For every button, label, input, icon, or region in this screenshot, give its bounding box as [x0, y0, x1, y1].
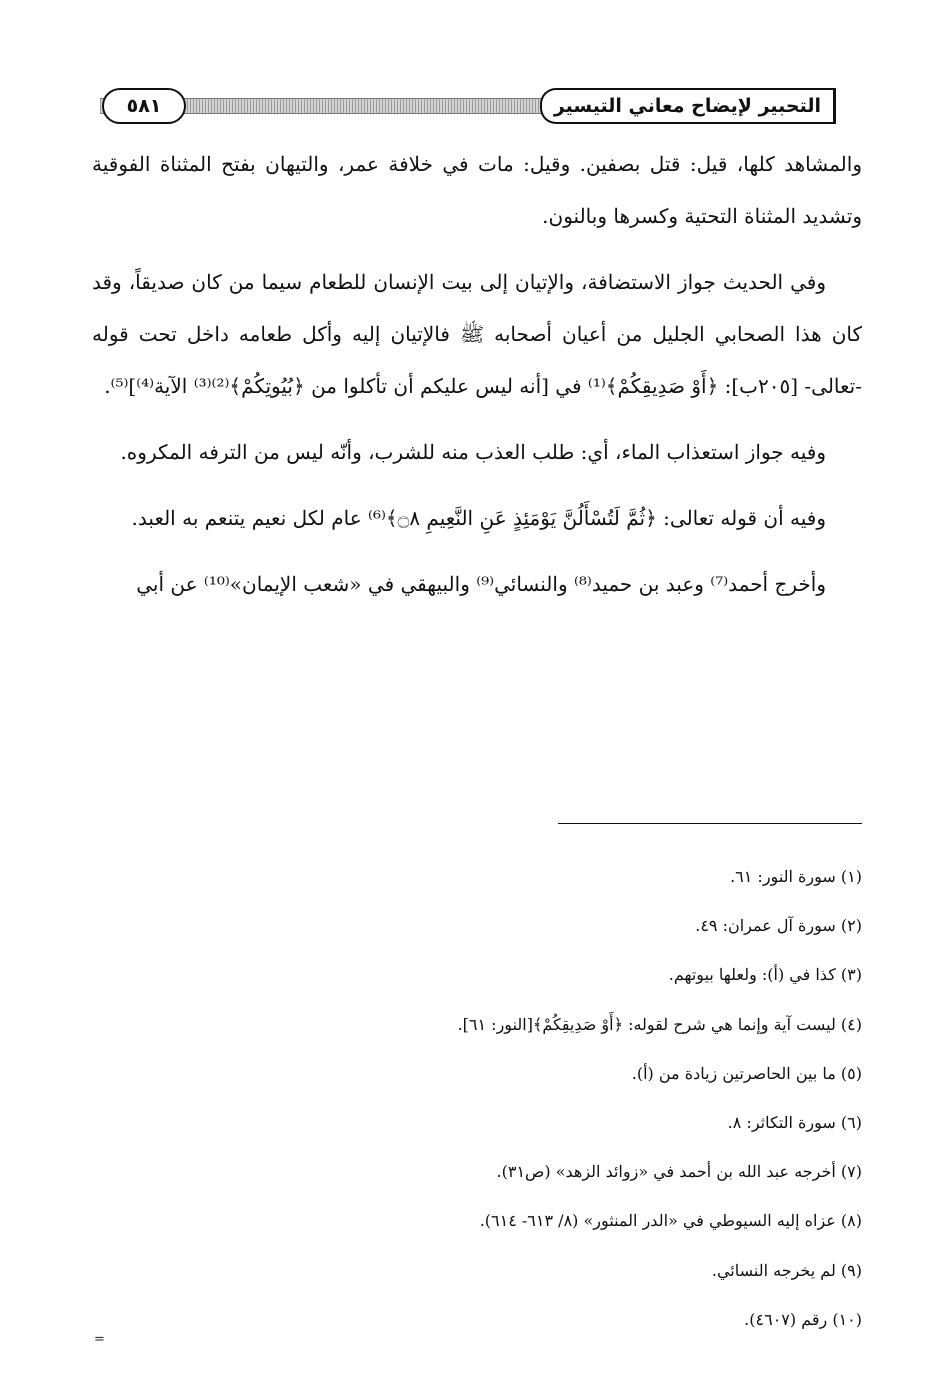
footnote: (٨) عزاه إليه السيوطي في «الدر المنثور» (٨/ ٦١٣- ٦١٤). — [479, 1211, 862, 1231]
footnote: (٥) ما بين الحاصرتين زيادة من (أ). — [631, 1063, 862, 1083]
footnote: (٢) سورة آل عمران: ٤٩. — [695, 916, 862, 936]
paragraph: وفي الحديث جواز الاستضافة، والإتيان إلى بيت الإنسان للطعام سيما من كان صديقاً، وقد كان هذا الصحابي الجليل من أعيان أصحابه ﷺ فالإتيان إليه وأكل طعامه داخل تحت قوله -تعالى- [٢٠٥ب]: ﴿أَوْ صَدِيقِكُمْ﴾⁽¹⁾ في [أنه ليس عليكم أن تأكلوا من ﴿بُيُوتِكُمْ﴾⁽²⁾⁽³⁾ الآية⁽⁴⁾]⁽⁵⁾. — [92, 270, 862, 398]
footnote: (٧) أخرجه عبد الله بن أحمد في «زوائد الزهد» (ص٣١). — [496, 1162, 862, 1182]
footnote: (٦) سورة التكاثر: ٨. — [727, 1113, 862, 1133]
footnotes — [92, 852, 862, 1344]
paragraph: وفيه أن قوله تعالى: ﴿ثُمَّ لَتُسْأَلُنَّ يَوْمَئِذٍ عَنِ النَّعِيمِ ۝٨﴾⁽⁶⁾ عام لكل نعيم يتنعم به العبد. — [131, 506, 826, 530]
page-number: ٥٨١ — [102, 88, 186, 124]
footnote: (٤) ليست آية وإنما هي شرح لقوله: ﴿أَوْ صَدِيقِكُمْ﴾[النور: ٦١]. — [457, 1014, 862, 1034]
footnote: (٣) كذا في (أ): ولعلها بيوتهم. — [668, 965, 862, 985]
paragraph: وأخرج أحمد⁽⁷⁾ وعبد بن حميد⁽⁸⁾ والنسائي⁽⁹⁾ والبيهقي في «شعب الإيمان»⁽¹⁰⁾ عن أبي — [136, 572, 826, 596]
paragraph: وفيه جواز استعذاب الماء، أي: طلب العذب منه للشرب، وأنّه ليس من الترفه المكروه. — [120, 440, 826, 464]
main-text — [92, 138, 862, 610]
footnote: (١٠) رقم (٤٦٠٧). — [744, 1309, 862, 1329]
footnote: (٩) لم يخرجه النسائي. — [711, 1260, 862, 1280]
book-title: التحبير لإيضاح معاني التيسير — [540, 88, 836, 124]
footnote: (١) سورة النور: ٦١. — [730, 867, 862, 886]
footnote-separator — [558, 823, 862, 824]
page-header — [100, 88, 836, 128]
corner-mark: = — [94, 1332, 105, 1347]
paragraph: والمشاهد كلها، قيل: قتل بصفين. وقيل: مات في خلافة عمر، والتيهان بفتح المثناة الفوقية وتشديد المثناة التحتية وكسرها وبالنون. — [92, 152, 862, 228]
